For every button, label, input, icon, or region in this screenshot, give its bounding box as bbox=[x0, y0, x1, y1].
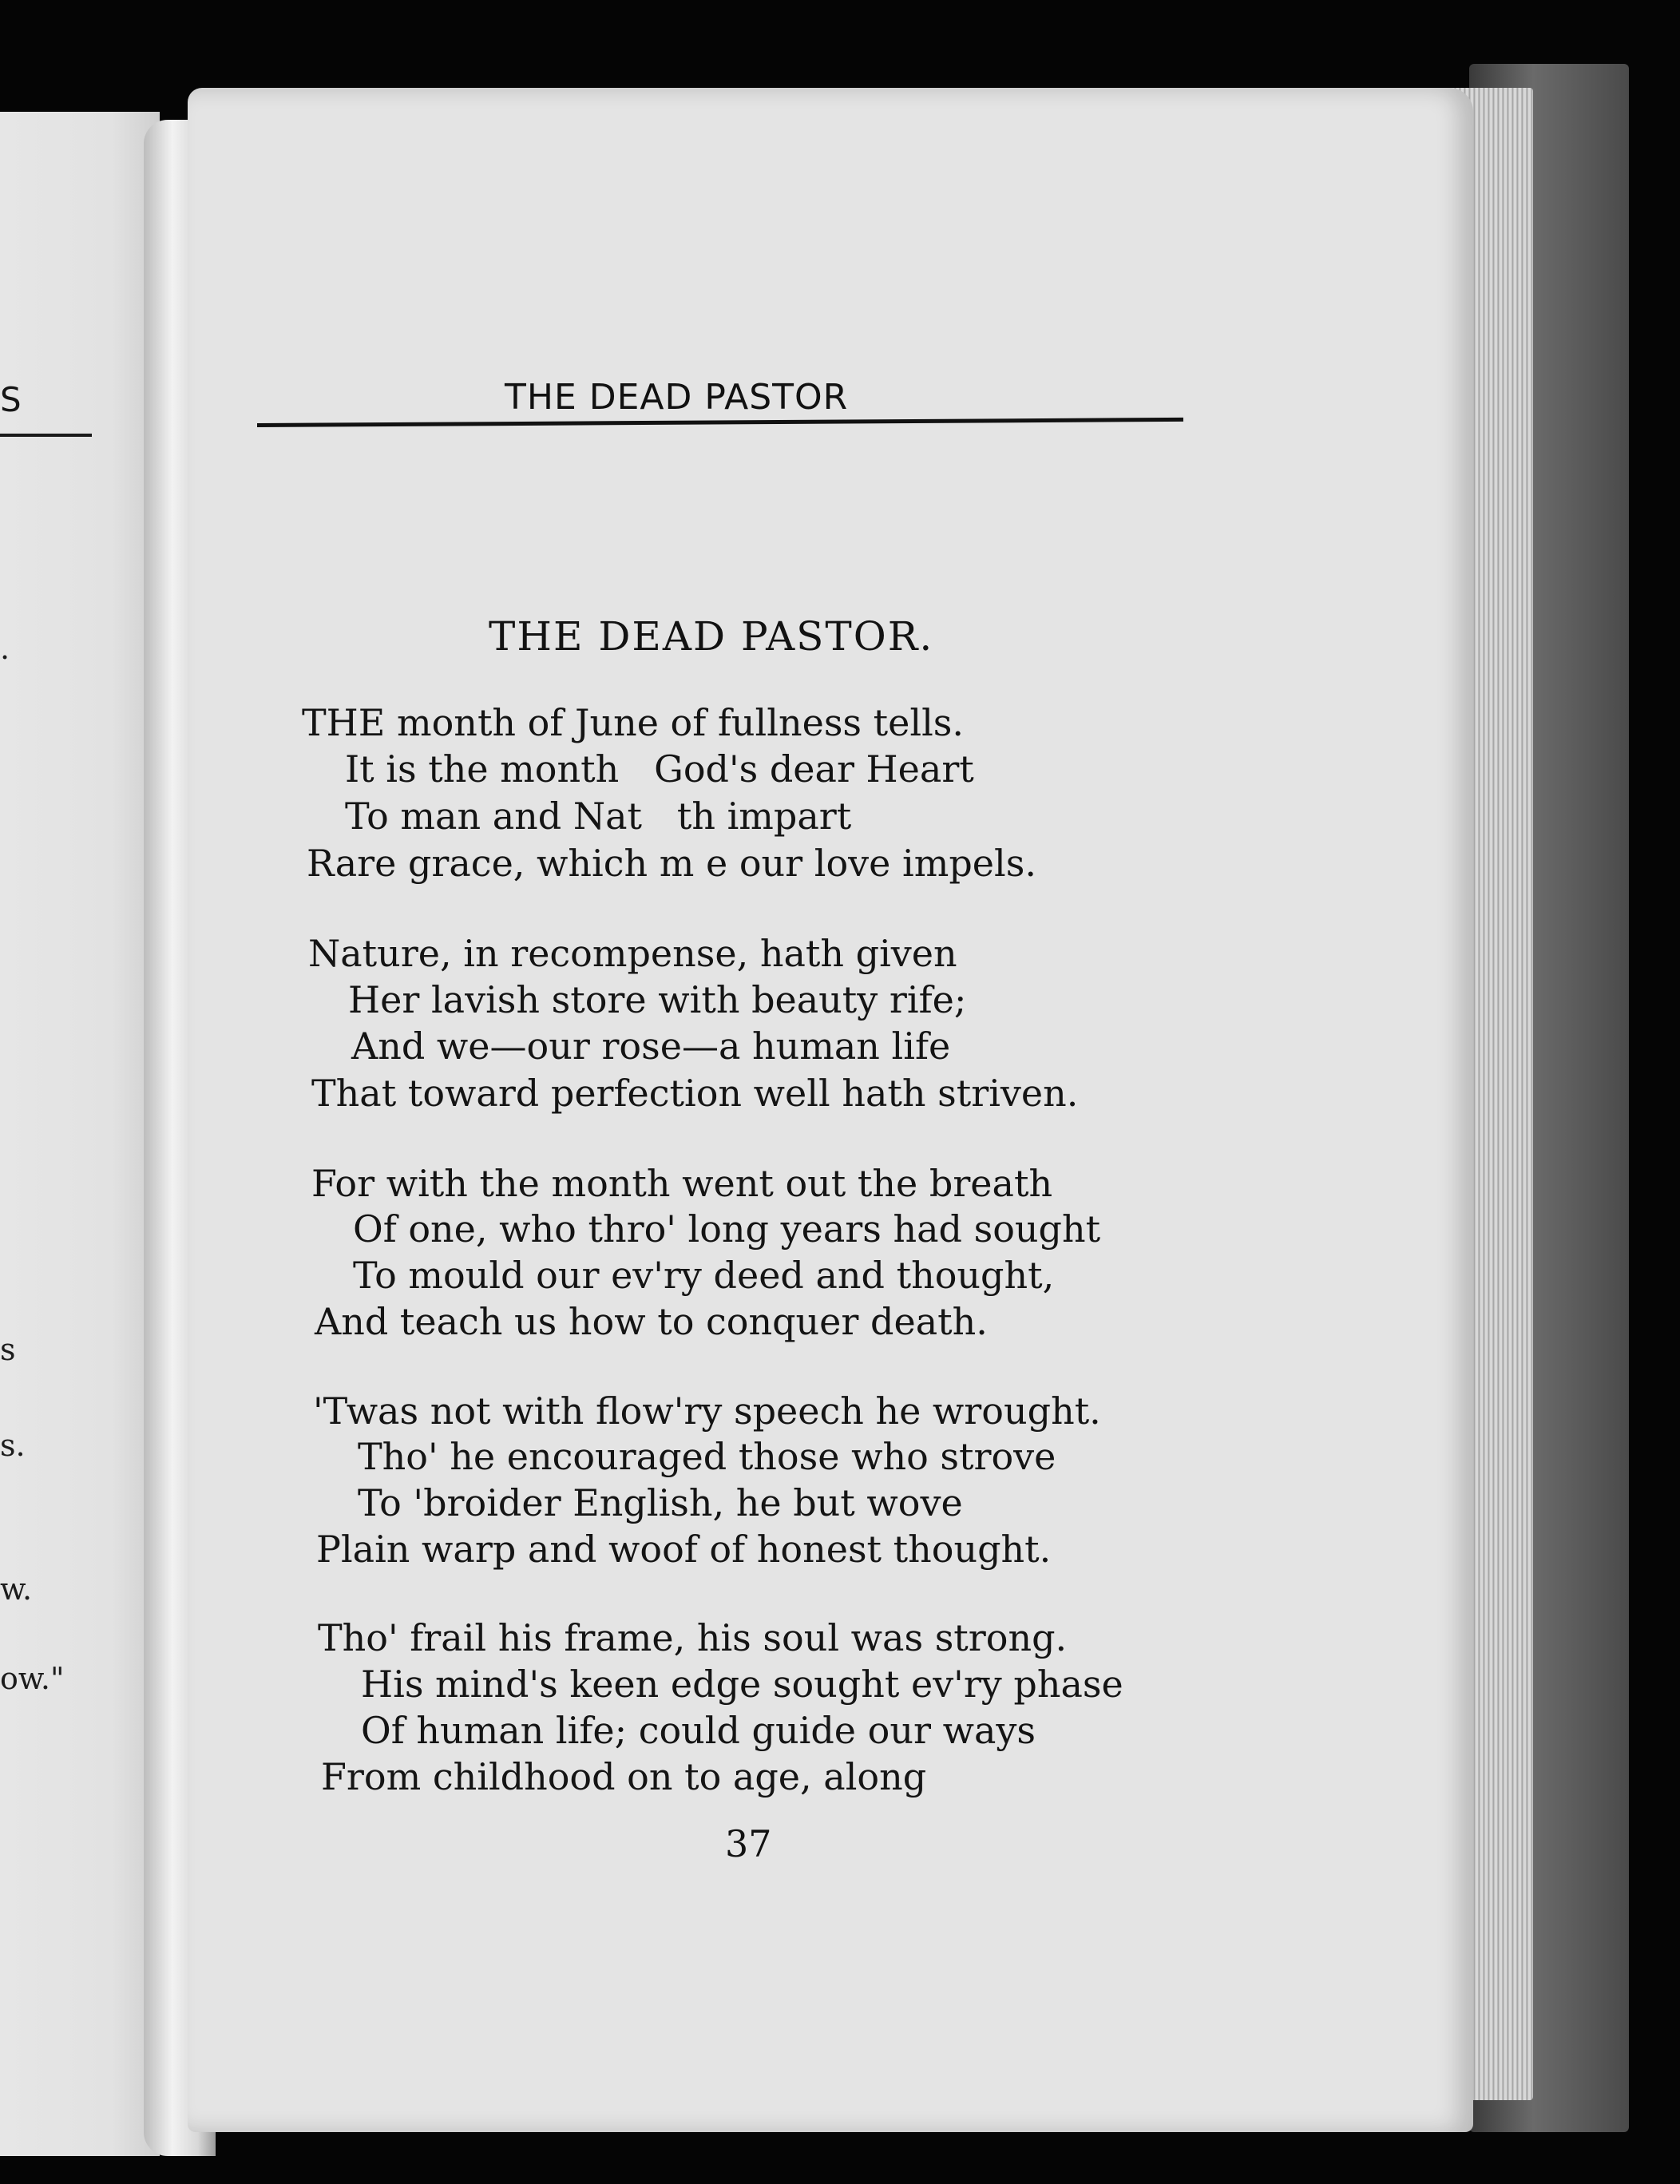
poem-line: It is the month God's dear Heart bbox=[345, 747, 974, 791]
poem-line: Tho' he encouraged those who strove bbox=[358, 1435, 1056, 1478]
running-head-text: THE DEAD PASTOR bbox=[505, 377, 849, 418]
left-page bbox=[0, 112, 160, 2156]
left-fragment-2: s bbox=[0, 1332, 16, 1367]
poem-line: And teach us how to conquer death. bbox=[315, 1300, 988, 1343]
left-head-rule bbox=[0, 434, 92, 437]
poem-line: That toward perfection well hath striven. bbox=[311, 1072, 1079, 1115]
left-fragment-1: . bbox=[0, 631, 10, 666]
left-fragment-4: w. bbox=[0, 1572, 33, 1607]
poem-line: THE month of June of fullness tells. bbox=[302, 701, 965, 744]
left-running-head: S bbox=[0, 380, 22, 419]
left-fragment-5: ow." bbox=[0, 1661, 65, 1696]
poem-line: To mould our ev'ry deed and thought, bbox=[353, 1254, 1055, 1297]
poem-line: Rare grace, which m e our love impels. bbox=[307, 842, 1036, 885]
poem-line: And we—our rose—a human life bbox=[351, 1025, 951, 1068]
poem-title: THE DEAD PASTOR. bbox=[489, 613, 934, 660]
poem-line: 'Twas not with flow'ry speech he wrought. bbox=[313, 1389, 1101, 1433]
poem-line: Plain warp and woof of honest thought. bbox=[316, 1528, 1052, 1571]
page-number: 37 bbox=[725, 1822, 772, 1865]
poem-line: Tho' frail his frame, his soul was strong. bbox=[318, 1616, 1068, 1659]
poem-line: Her lavish store with beauty rife; bbox=[348, 978, 967, 1021]
poem-line: Of one, who thro' long years had sought bbox=[353, 1207, 1101, 1251]
poem-line: To 'broider English, he but wove bbox=[358, 1481, 963, 1524]
poem-line: For with the month went out the breath bbox=[311, 1162, 1053, 1205]
poem-line: Of human life; could guide our ways bbox=[361, 1709, 1036, 1752]
poem-line: His mind's keen edge sought ev'ry phase bbox=[361, 1663, 1123, 1706]
poem-line: From childhood on to age, along bbox=[321, 1755, 927, 1798]
poem-line: Nature, in recompense, hath given bbox=[308, 932, 957, 975]
poem-line: To man and Nat th impart bbox=[345, 795, 852, 838]
left-fragment-3: s. bbox=[0, 1428, 26, 1463]
